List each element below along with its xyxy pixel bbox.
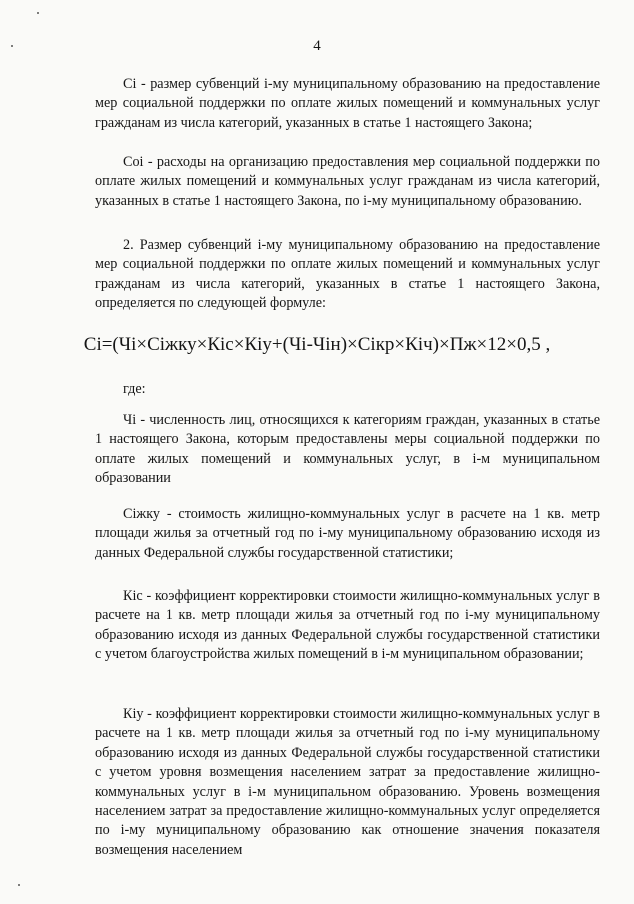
paragraph-formula-intro: 2. Размер субвенций i-му муниципальному образованию на предоставление мер социальной поддержки по оплате жилых помещений и коммунальных услуг гражданам из числа категорий, указанных в статье 1 настоящего Закона, определяется по следующей формуле: xyxy=(95,237,600,312)
where-label: где: xyxy=(123,381,146,397)
scan-speck xyxy=(18,884,20,886)
page-number: 4 xyxy=(313,38,321,54)
paragraph-coefficient-y-definition: Кiу - коэффициент корректировки стоимости жилищно-коммунальных услуг в расчете на 1 кв. метр площади жилья за отчетный год по i-му муниципальному образованию исходя из данных Федеральной службы государственной статистики с учетом уровня возмещения населением затрат за предоставление жилищно-коммунальных услуг в i-м муниципальном образованию. Уровень возмещения населением затрат за предоставление жилищно-коммунальных услуг определяется по i-му муниципальному образованию как отношение значения показателя возмещения населением xyxy=(95,706,600,858)
paragraph-expenses-definition: Соi - расходы на организацию предоставления мер социальной поддержки по оплате жилых помещений и коммунальных услуг гражданам из числа категорий, указанных в статье 1 настоящего Закона, по i-му муниципальному образованию. xyxy=(95,154,600,209)
paragraph-subvention-definition: Сi - размер субвенций i-му муниципальному образованию на предоставление мер социальной поддержки по оплате жилых помещений и коммунальных услуг гражданам из числа категорий, указанных в статье 1 настоящего Закона; xyxy=(95,76,600,131)
paragraph-coefficient-c-definition: Кiс - коэффициент корректировки стоимости жилищно-коммунальных услуг в расчете на 1 кв. метр площади жилья за отчетный год по i-му муниципальному образованию исходя из данных Федеральной службы государственной статистики с учетом благоустройства жилых помещений в i-м муниципальном образовании; xyxy=(95,588,600,663)
paragraph-housing-cost-definition: Сiжку - стоимость жилищно-коммунальных услуг в расчете на 1 кв. метр площади жилья за отчетный год по i-му муниципальному образованию исходя из данных Федеральной службы государственной статистики; xyxy=(95,506,600,561)
paragraph-population-definition: Чi - численность лиц, относящихся к категориям граждан, указанных в статье 1 настоящего Закона, которым предоставлены меры социальной поддержки по оплате жилых помещений и коммунальных услуг, в i-м муниципальном образовании xyxy=(95,412,600,487)
subvention-formula: Сi=(Чi×Сiжку×Кiс×Кiу+(Чi-Чiн)×Сiкр×Кiч)×Пж×12×0,5 , xyxy=(83,334,551,355)
scan-speck xyxy=(37,12,39,14)
